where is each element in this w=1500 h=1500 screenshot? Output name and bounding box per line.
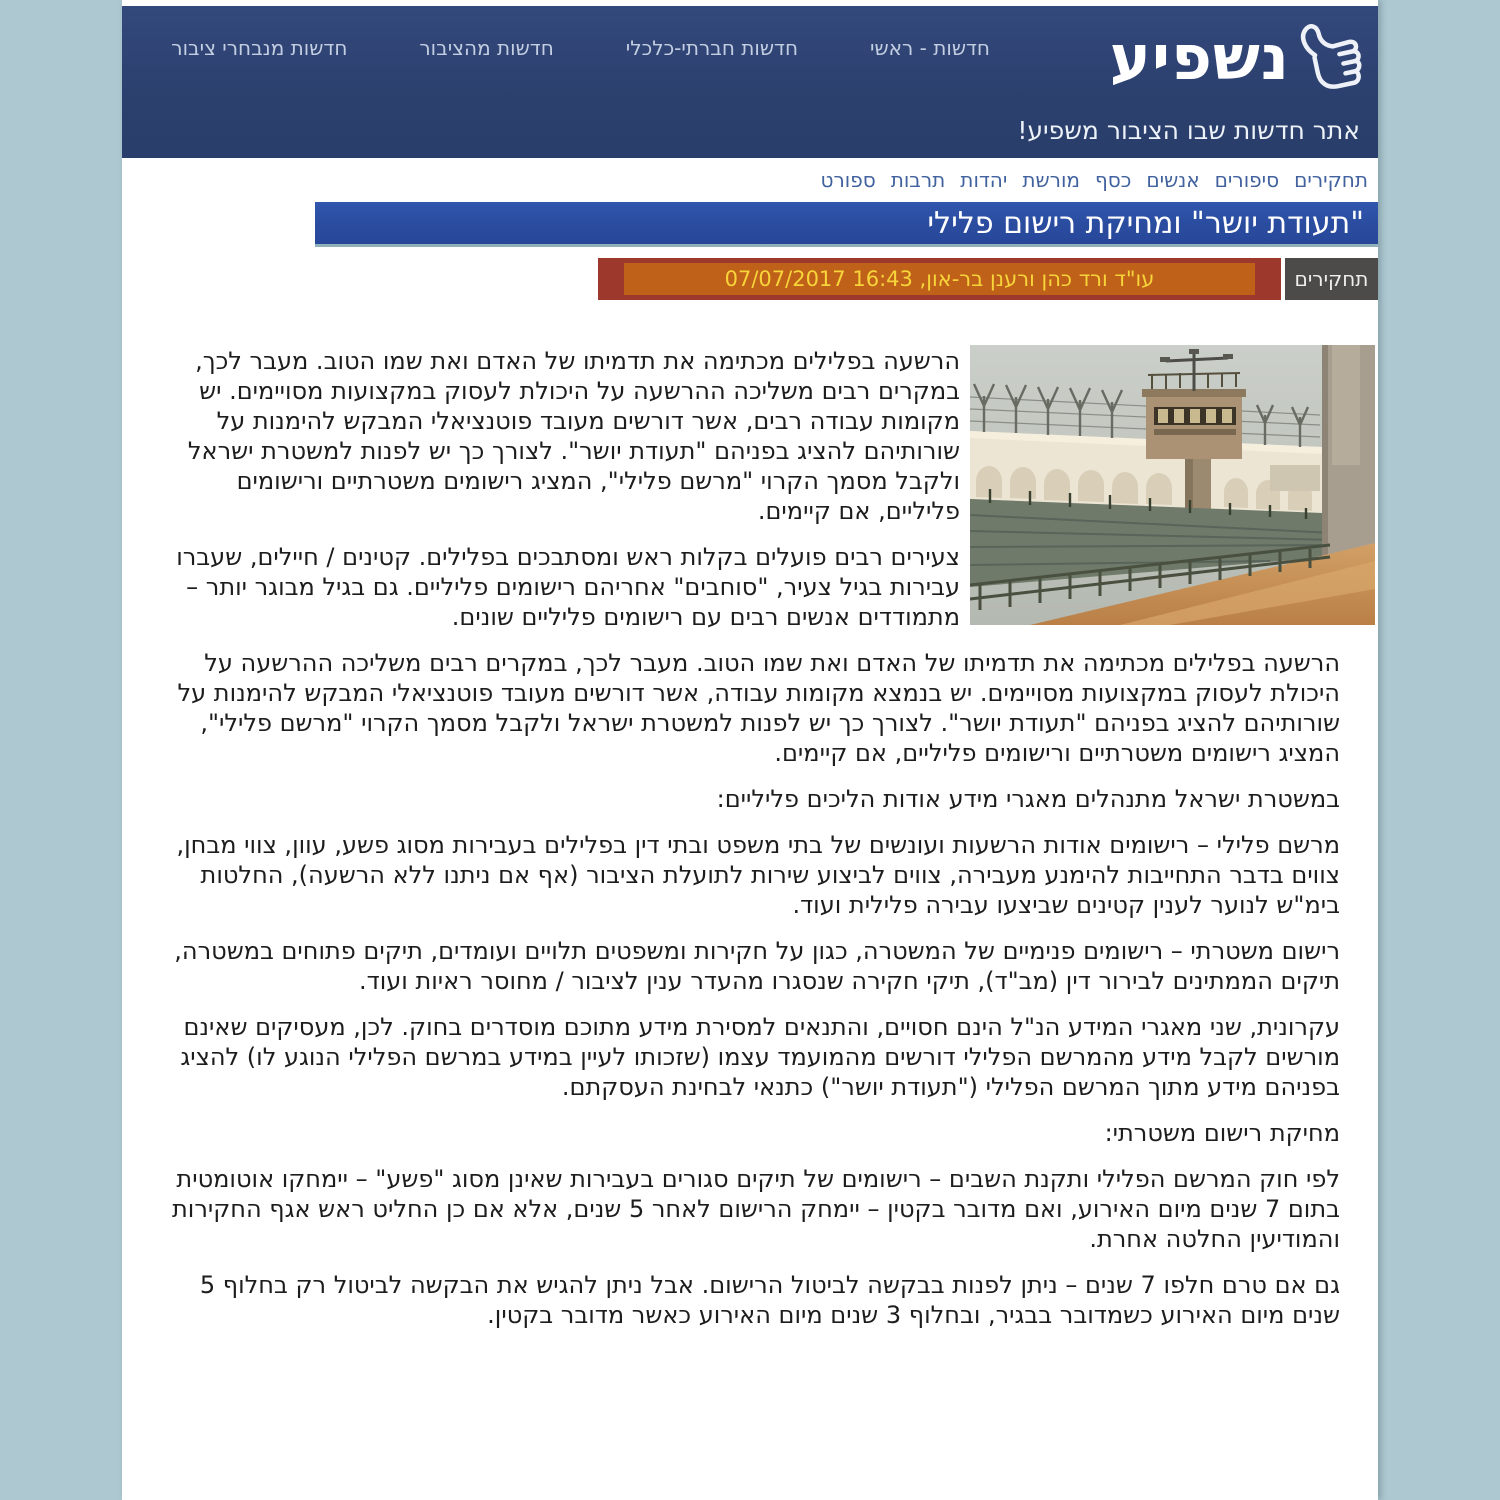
section-item-investigations[interactable]: תחקירים bbox=[1294, 168, 1368, 192]
article-body bbox=[162, 332, 1340, 1346]
section-item-sport[interactable]: ספורט bbox=[820, 168, 876, 192]
paragraph: צעירים רבים פועלים בקלות ראש ומסתבכים בפלילים. קטינים / חיילים, שעברו עבירות בגיל צעיר, "סוחבים" אחריהם רישומים פליליים. גם בגיל מבוגר יותר – מתמודדים אנשים רבים עם רישומים פליליים שונים. bbox=[176, 543, 960, 631]
section-nav bbox=[122, 158, 1378, 202]
nav-item-news-main[interactable]: חדשות - ראשי bbox=[870, 36, 990, 60]
article-title: "תעודת יושר" ומחיקת רישום פלילי bbox=[927, 205, 1364, 241]
byline-text: עו"ד ורד כהן ורענן בר-און, 16:43 07/07/2017 bbox=[624, 263, 1255, 295]
paragraph: הרשעה בפלילים מכתימה את תדמיתו של האדם ואת שמו הטוב. מעבר לכך, במקרים רבים משליכה ההרשעה על היכולת לעסוק במקצועות מסויימים. יש בנמצא מקומות עבודה, אשר דורשים מעובד פוטנציאלי המבקש להימנות על שורותיהם להציג בפניהם "תעודת יושר". לצורך כך יש לפנות למשטרת ישראל ולקבל מסמך הקרוי "מרשם פלילי", המציג רישומים משטרתיים ורישומים פליליים, אם קיימים. bbox=[177, 649, 1340, 767]
paragraph-subheading: מחיקת רישום משטרתי: bbox=[1104, 1119, 1340, 1147]
thumbs-up-icon bbox=[1294, 14, 1368, 102]
byline-row bbox=[122, 258, 1378, 300]
top-nav bbox=[130, 36, 990, 60]
nav-item-news-socioeconomic[interactable]: חדשות חברתי-כלכלי bbox=[625, 36, 799, 60]
paragraph: מרשם פלילי – רישומים אודות הרשעות ועונשים של בתי משפט ובתי דין בפלילים בעבירות מסוג פשע, עוון, צווי מבחן, צווים בדבר התחייבות להימנע מעבירה, צווים לביצוע שירות לתועלת הציבור (אף אם ניתנו ללא הרשעה), החלטות בימ"ש לנוער לענין קטינים שביצעו עבירה פלילית ועוד. bbox=[176, 831, 1340, 919]
paragraph: הרשעה בפלילים מכתימה את תדמיתו של האדם ואת שמו הטוב. מעבר לכך, במקרים רבים משליכה ההרשעה על היכולת לעסוק במקצועות מסויימים. יש מקומות עבודה רבים, אשר דורשים מעובד פוטנציאלי המבקש להימנות על שורותיהם להציג בפניהם "תעודת יושר". לצורך כך יש לפנות למשטרת ישראל ולקבל מסמך הקרוי "מרשם פלילי", המציג רישומים משטרתיים ורישומים פליליים, אם קיימים. bbox=[187, 347, 960, 525]
paragraph: גם אם טרם חלפו 7 שנים – ניתן לפנות בבקשה לביטול הרישום. אבל ניתן להגיש את הבקשה לביטול רק בחלוף 5 שנים מיום האירוע כשמדובר בבגיר, ובחלוף 3 שנים מיום האירוע כאשר מדובר בקטין. bbox=[199, 1271, 1340, 1329]
site-tagline: אתר חדשות שבו הציבור משפיע! bbox=[1017, 116, 1360, 145]
site-header bbox=[122, 6, 1378, 158]
paragraph: עקרונית, שני מאגרי המידע הנ"ל הינם חסויים, והתנאים למסירת מידע מתוכם מוסדרים בחוק. לכן, מעסיקים שאינם מורשים לקבל מידע מהמרשם הפלילי דורשים מהמועמד עצמו (שזכותו לעיין במידע במרשם הפלילי הנוגע לו) להציג בפניהם מידע מתוך המרשם הפלילי ("תעודת יושר") כתנאי לבחינת העסקתם. bbox=[180, 1013, 1340, 1101]
paragraph: לפי חוק המרשם הפלילי ותקנת השבים – רישומים של תיקים סגורים בעבירות שאינן מסוג "פשע" – יימחקו אוטומטית בתום 7 שנים מיום האירוע, ואם מדובר בקטין – יימחק הרישום לאחר 5 שנים, אלא אם כן החליט ראש אגף החקירות והמודיעין החלטה אחרת. bbox=[172, 1165, 1340, 1253]
section-item-culture[interactable]: תרבות bbox=[890, 168, 946, 192]
site-logo[interactable] bbox=[1110, 14, 1368, 102]
paragraph: רישום משטרתי – רישומים פנימיים של המשטרה, כגון על חקירות ומשפטים תלויים ועומדים, תיקים פתוחים במשטרה, תיקים הממתינים לבירור דין (מב"ד), תיקי חקירה שנסגרו מהעדר ענין לציבור / מחוסר ראיות ועוד. bbox=[174, 937, 1340, 995]
paragraph-lede: במשטרת ישראל מתנהלים מאגרי מידע אודות הליכים פליליים: bbox=[716, 785, 1340, 813]
category-badge[interactable]: תחקירים bbox=[1285, 258, 1378, 300]
byline-bar bbox=[598, 258, 1281, 300]
section-item-stories[interactable]: סיפורים bbox=[1214, 168, 1280, 192]
news-page bbox=[122, 0, 1378, 1500]
section-item-people[interactable]: אנשים bbox=[1146, 168, 1200, 192]
section-item-judaism[interactable]: יהדות bbox=[960, 168, 1008, 192]
nav-item-news-from-public[interactable]: חדשות מהציבור bbox=[419, 36, 554, 60]
section-item-heritage[interactable]: מורשת bbox=[1022, 168, 1080, 192]
section-item-money[interactable]: כסף bbox=[1095, 168, 1132, 192]
logo-text: נשפיע bbox=[1109, 21, 1290, 94]
nav-item-news-elected-officials[interactable]: חדשות מנבחרי ציבור bbox=[171, 36, 348, 60]
article-title-bar bbox=[315, 202, 1378, 247]
